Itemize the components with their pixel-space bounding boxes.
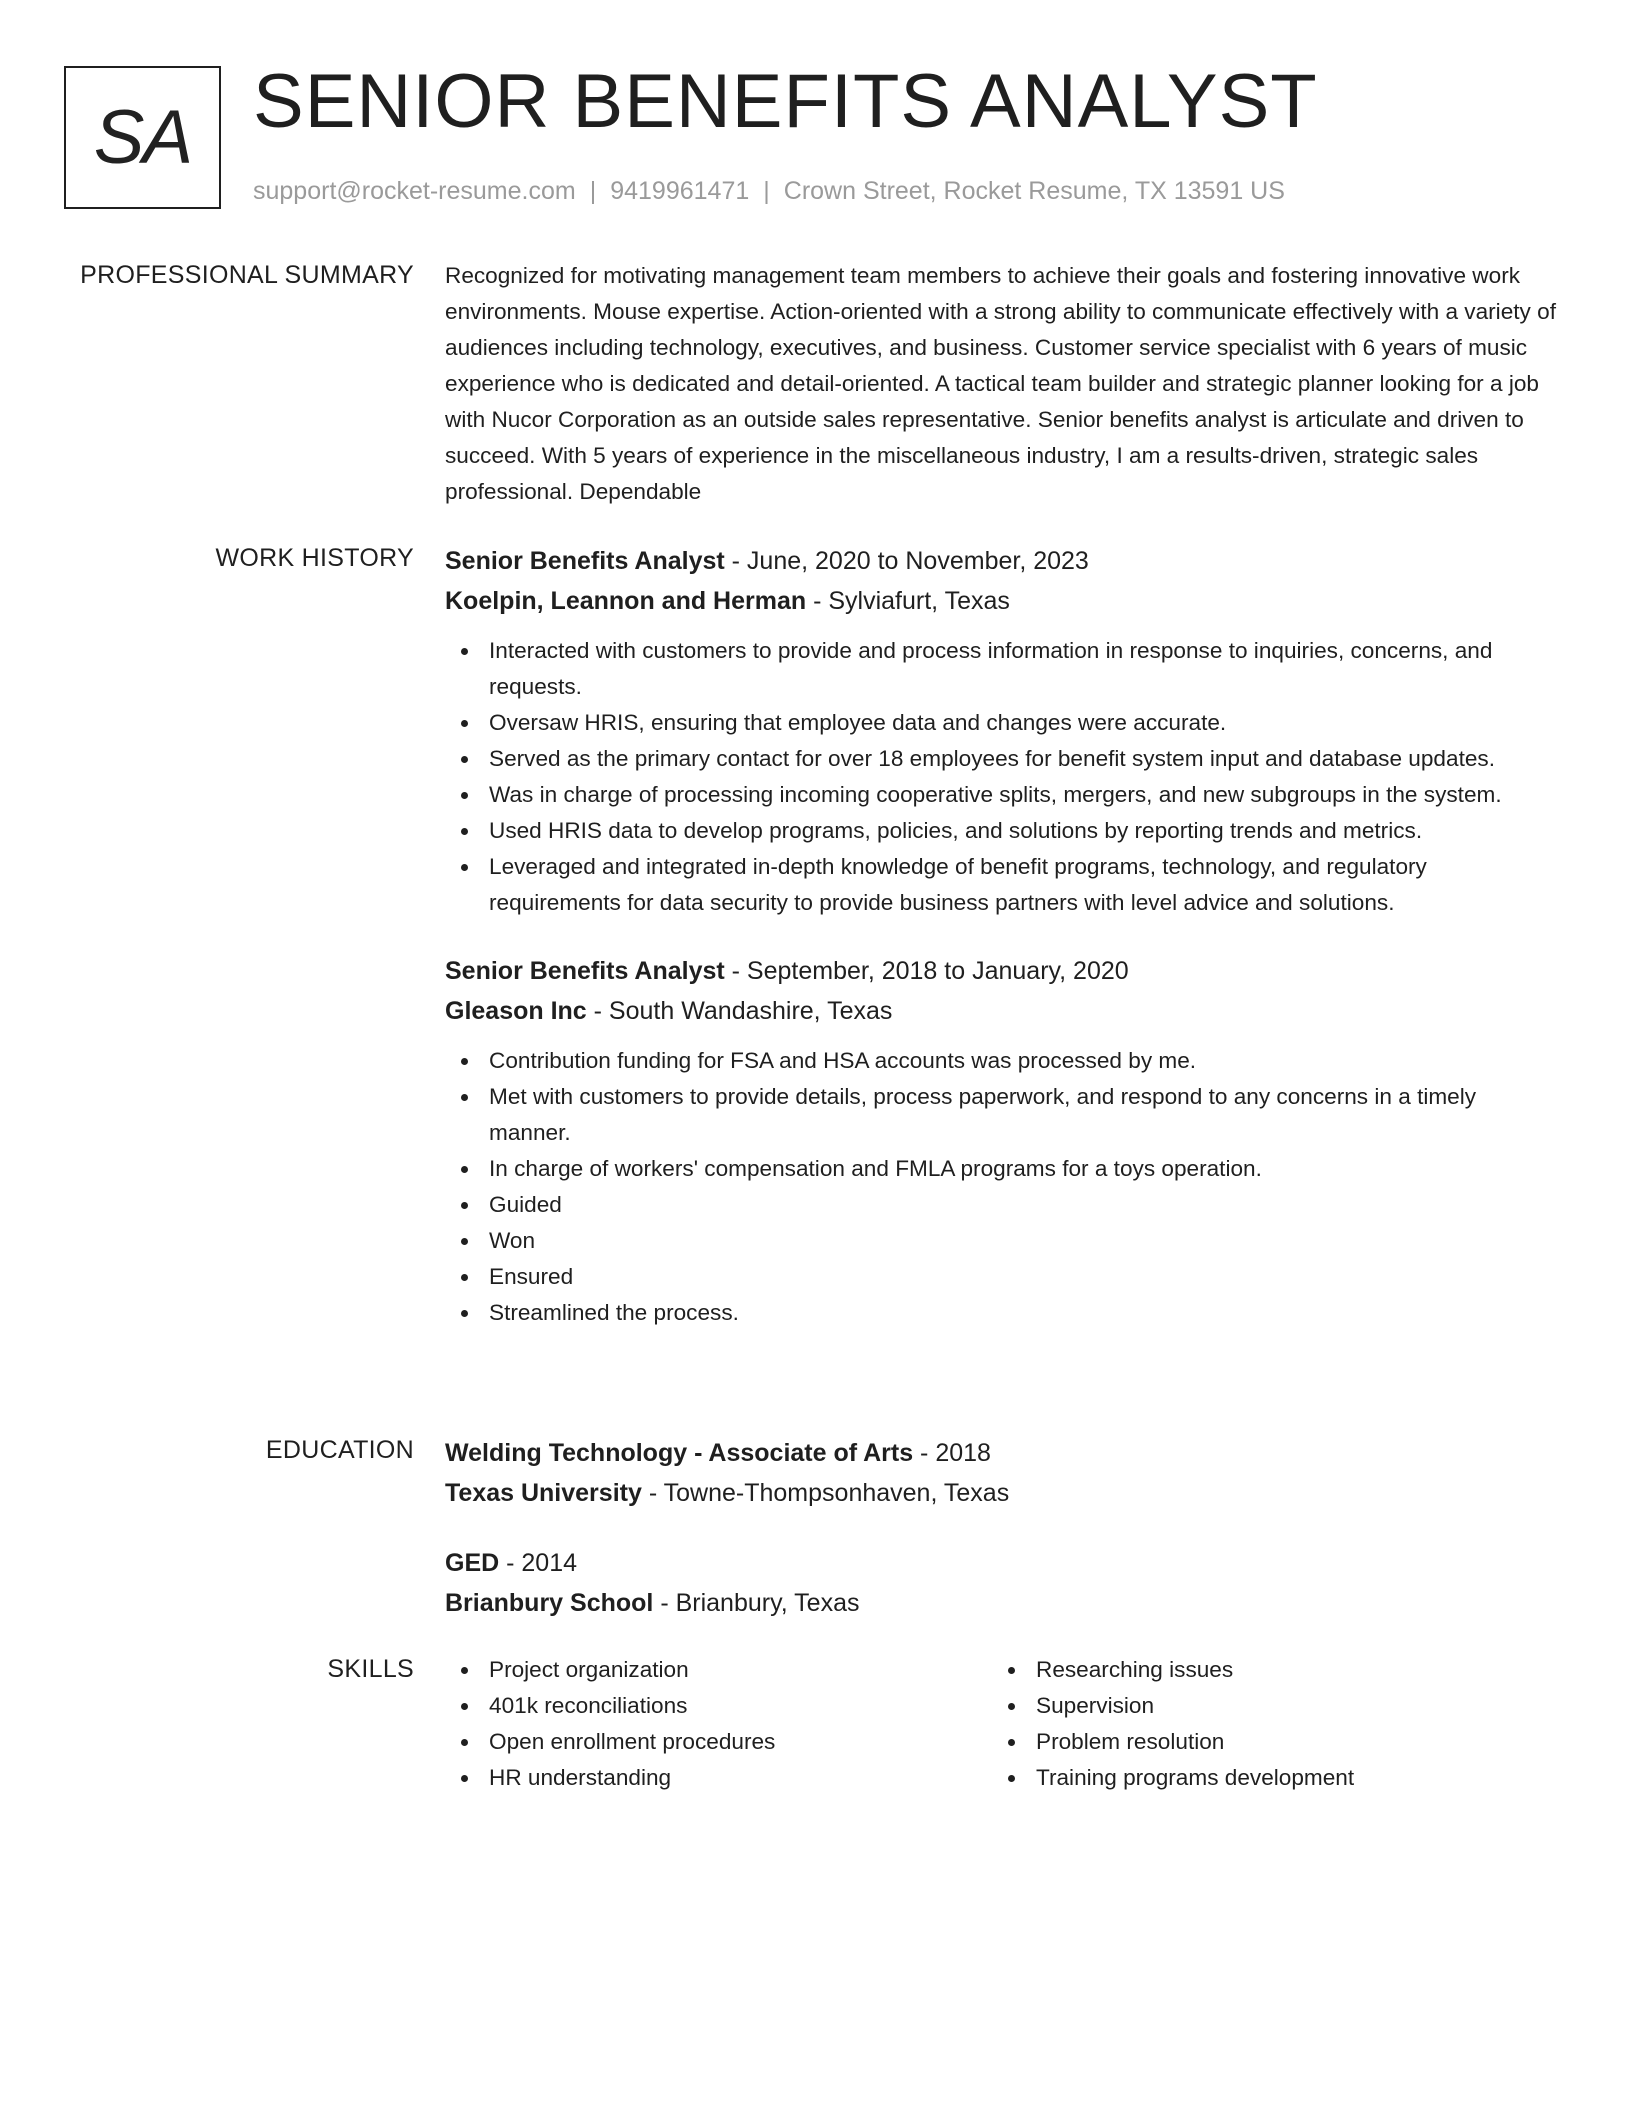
skills-list-right — [992, 1652, 1539, 1796]
list-item: In charge of workers' compensation and FMLA programs for a toys operation. — [445, 1151, 1560, 1187]
contact-address: Crown Street, Rocket Resume, TX 13591 US — [783, 177, 1285, 205]
contact-line — [253, 174, 1285, 208]
skills-columns — [445, 1652, 1560, 1796]
resume-title: SENIOR BENEFITS ANALYST — [253, 59, 1318, 144]
skills-label: SKILLS — [327, 1655, 414, 1683]
job-entry — [445, 541, 1560, 921]
education-entry — [445, 1543, 1560, 1623]
degree-year: - 2018 — [913, 1439, 991, 1467]
list-item: Met with customers to provide details, process paperwork, and respond to any concerns in a timely manner. — [445, 1079, 1560, 1151]
job-entry — [445, 951, 1560, 1331]
company-name: Gleason Inc — [445, 997, 587, 1025]
list-item: Used HRIS data to develop programs, policies, and solutions by reporting trends and metrics. — [445, 813, 1560, 849]
school-name: Texas University — [445, 1479, 642, 1507]
job-dates: - September, 2018 to January, 2020 — [724, 957, 1129, 985]
work-history-label: WORK HISTORY — [215, 544, 414, 572]
list-item: Interacted with customers to provide and process information in response to inquiries, concerns, and requests. — [445, 633, 1560, 705]
list-item: Researching issues — [992, 1652, 1539, 1688]
list-item: Ensured — [445, 1259, 1560, 1295]
list-item: Won — [445, 1223, 1560, 1259]
list-item: Training programs development — [992, 1760, 1539, 1796]
monogram-initials: SA — [93, 95, 192, 180]
company-line — [445, 991, 1560, 1031]
company-line — [445, 581, 1560, 621]
summary-text: Recognized for motivating management team members to achieve their goals and fostering innovative work environments. Mouse expertise. Action-oriented with a strong ability to communicate effectively with a variety of audiences including technology, executives, and business. Customer service specialist with 6 years of music experience who is dedicated and detail-oriented. A tactical team builder and strategic planner looking for a job with Nucor Corporation as an outside sales representative. Senior benefits analyst is articulate and driven to succeed. With 5 years of experience in the miscellaneous industry, I am a results-driven, strategic sales professional. Dependable — [445, 263, 1556, 504]
summary-label: PROFESSIONAL SUMMARY — [80, 261, 414, 289]
list-item: Was in charge of processing incoming cooperative splits, mergers, and new subgroups in the system. — [445, 777, 1560, 813]
degree-year: - 2014 — [499, 1549, 578, 1577]
degree-name: GED — [445, 1549, 500, 1577]
list-item: 401k reconciliations — [445, 1688, 992, 1724]
contact-separator: | — [589, 177, 597, 205]
job-bullets — [445, 1043, 1560, 1331]
contact-separator: | — [763, 177, 770, 205]
school-location: - Brianbury, Texas — [653, 1589, 860, 1617]
list-item: Open enrollment procedures — [445, 1724, 992, 1760]
list-item: Project organization — [445, 1652, 992, 1688]
list-item: HR understanding — [445, 1760, 992, 1796]
degree-name: Welding Technology - Associate of Arts — [445, 1439, 914, 1467]
company-name: Koelpin, Leannon and Herman — [445, 587, 807, 615]
company-location: - South Wandashire, Texas — [586, 997, 893, 1025]
list-item: Contribution funding for FSA and HSA accounts was processed by me. — [445, 1043, 1560, 1079]
degree-line — [445, 1543, 1560, 1583]
list-item: Served as the primary contact for over 18 employees for benefit system input and database updates. — [445, 741, 1560, 777]
school-name: Brianbury School — [445, 1589, 654, 1617]
list-item: Supervision — [992, 1688, 1539, 1724]
list-item: Problem resolution — [992, 1724, 1539, 1760]
education-entry — [445, 1433, 1560, 1513]
company-location: - Sylviafurt, Texas — [806, 587, 1010, 615]
job-bullets — [445, 633, 1560, 921]
job-dates: - June, 2020 to November, 2023 — [724, 547, 1089, 575]
school-location: - Towne-Thompsonhaven, Texas — [641, 1479, 1010, 1507]
list-item: Oversaw HRIS, ensuring that employee data and changes were accurate. — [445, 705, 1560, 741]
contact-phone: 9419961471 — [610, 177, 750, 205]
school-line — [445, 1583, 1560, 1623]
job-title: Senior Benefits Analyst — [445, 547, 725, 575]
school-line — [445, 1473, 1560, 1513]
list-item: Streamlined the process. — [445, 1295, 1560, 1331]
job-title-line — [445, 541, 1560, 581]
job-title: Senior Benefits Analyst — [445, 957, 725, 985]
list-item: Guided — [445, 1187, 1560, 1223]
skills-list-left — [445, 1652, 992, 1796]
degree-line — [445, 1433, 1560, 1473]
contact-email: support@rocket-resume.com — [253, 177, 576, 205]
monogram-box — [64, 66, 221, 209]
job-title-line — [445, 951, 1560, 991]
list-item: Leveraged and integrated in-depth knowledge of benefit programs, technology, and regulatory requirements for data security to provide business partners with level advice and solutions. — [445, 849, 1560, 921]
education-label: EDUCATION — [265, 1436, 414, 1464]
